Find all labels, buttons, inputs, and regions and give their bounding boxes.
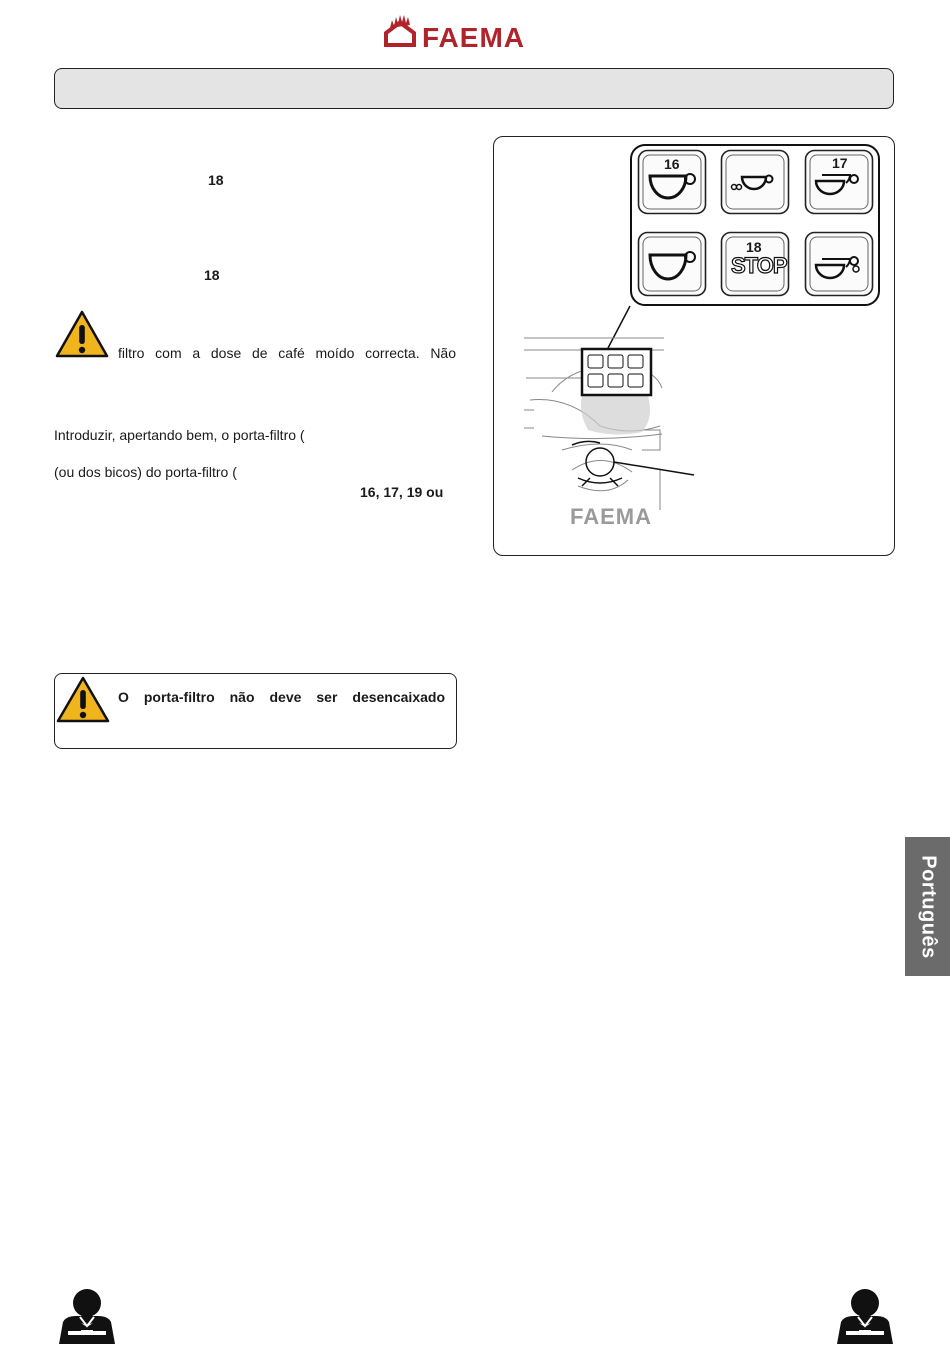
insert-filter-text: Introduzir, apertando bem, o porta-filtro ( — [54, 427, 305, 443]
warning-box — [54, 673, 457, 749]
barista-icon — [56, 1286, 118, 1344]
warning-2-text: O porta-filtro não deve ser desencaixado — [118, 689, 445, 705]
language-tab — [905, 837, 950, 976]
keypad-button-double-short — [720, 149, 790, 215]
faema-logo — [382, 14, 568, 50]
ref-number-18-a: 18 — [208, 172, 224, 188]
keypad-stop-label: STOP — [731, 253, 787, 278]
warning-1-text: filtro com a dose de café moído correcta. Não — [118, 345, 456, 361]
keypad-label-18: 18 — [746, 239, 762, 255]
keypad-button-single-long — [637, 231, 707, 297]
warning-triangle-icon — [56, 676, 110, 723]
spouts-text: (ou dos bicos) do porta-filtro ( — [54, 464, 237, 480]
keypad-label-17: 17 — [832, 155, 848, 171]
language-tab-label: Português — [917, 854, 939, 959]
ref-number-18-b: 18 — [204, 267, 220, 283]
warning-triangle-icon — [55, 310, 109, 358]
machine-brand-label: FAEMA — [570, 504, 652, 529]
keypad-button-double-long — [804, 231, 874, 297]
buttons-reference: 16, 17, 19 ou — [360, 484, 444, 500]
keypad-label-16: 16 — [664, 156, 680, 172]
section-header-bar — [54, 68, 894, 109]
logo-wordmark: FAEMA — [422, 22, 525, 50]
machine-illustration — [522, 300, 698, 532]
logo-house-icon — [384, 15, 416, 47]
barista-icon — [834, 1286, 896, 1344]
